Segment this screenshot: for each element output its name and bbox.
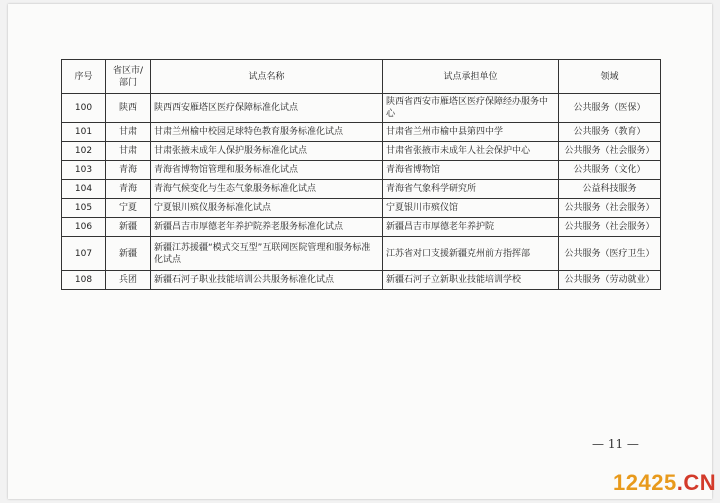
table-row bbox=[62, 237, 661, 271]
cell-province: 陕西 bbox=[106, 94, 151, 123]
cell-name: 青海省博物馆管理和服务标准化试点 bbox=[151, 161, 383, 180]
cell-unit: 江苏省对口支援新疆克州前方指挥部 bbox=[383, 237, 559, 271]
cell-field: 公共服务（社会服务） bbox=[559, 199, 661, 218]
cell-unit: 甘肃省兰州市榆中县第四中学 bbox=[383, 123, 559, 142]
table-row bbox=[62, 123, 661, 142]
watermark-main: 12425 bbox=[613, 470, 677, 495]
cell-name: 宁夏银川殡仪服务标准化试点 bbox=[151, 199, 383, 218]
cell-seq: 104 bbox=[62, 180, 106, 199]
table-row bbox=[62, 199, 661, 218]
cell-name: 青海气候变化与生态气象服务标准化试点 bbox=[151, 180, 383, 199]
cell-name: 甘肃兰州榆中校园足球特色教育服务标准化试点 bbox=[151, 123, 383, 142]
cell-unit: 青海省气象科学研究所 bbox=[383, 180, 559, 199]
header-unit: 试点承担单位 bbox=[383, 60, 559, 94]
cell-name: 陕西西安雁塔区医疗保障标准化试点 bbox=[151, 94, 383, 123]
cell-field: 公共服务（社会服务） bbox=[559, 142, 661, 161]
cell-seq: 102 bbox=[62, 142, 106, 161]
cell-province: 甘肃 bbox=[106, 123, 151, 142]
cell-unit: 青海省博物馆 bbox=[383, 161, 559, 180]
header-name: 试点名称 bbox=[151, 60, 383, 94]
cell-seq: 100 bbox=[62, 94, 106, 123]
cell-province: 兵团 bbox=[106, 271, 151, 290]
cell-seq: 105 bbox=[62, 199, 106, 218]
table-row bbox=[62, 180, 661, 199]
header-province: 省区市/部门 bbox=[106, 60, 151, 94]
cell-seq: 101 bbox=[62, 123, 106, 142]
cell-province: 甘肃 bbox=[106, 142, 151, 161]
cell-seq: 103 bbox=[62, 161, 106, 180]
cell-name: 新疆江苏援疆“模式交互型”互联网医院管理和服务标准化试点 bbox=[151, 237, 383, 271]
cell-name: 甘肃张掖未成年人保护服务标准化试点 bbox=[151, 142, 383, 161]
table-row bbox=[62, 218, 661, 237]
cell-field: 公益科技服务 bbox=[559, 180, 661, 199]
cell-province: 新疆 bbox=[106, 218, 151, 237]
cell-unit: 宁夏银川市殡仪馆 bbox=[383, 199, 559, 218]
cell-name: 新疆石河子职业技能培训公共服务标准化试点 bbox=[151, 271, 383, 290]
cell-unit: 新疆昌吉市厚德老年养护院 bbox=[383, 218, 559, 237]
cell-seq: 108 bbox=[62, 271, 106, 290]
cell-seq: 107 bbox=[62, 237, 106, 271]
cell-province: 宁夏 bbox=[106, 199, 151, 218]
table-row bbox=[62, 94, 661, 123]
cell-unit: 甘肃省张掖市未成年人社会保护中心 bbox=[383, 142, 559, 161]
table-header-row bbox=[62, 60, 661, 94]
watermark-dot: . bbox=[676, 470, 684, 495]
table-row bbox=[62, 161, 661, 180]
pilot-table bbox=[61, 59, 661, 290]
cell-province: 青海 bbox=[106, 161, 151, 180]
cell-field: 公共服务（劳动就业） bbox=[559, 271, 661, 290]
header-field: 领域 bbox=[559, 60, 661, 94]
cell-seq: 106 bbox=[62, 218, 106, 237]
cell-unit: 陕西省西安市雁塔区医疗保障经办服务中心 bbox=[383, 94, 559, 123]
table-row bbox=[62, 142, 661, 161]
cell-name: 新疆昌吉市厚德老年养护院养老服务标准化试点 bbox=[151, 218, 383, 237]
page-number: — 11 — bbox=[592, 437, 639, 451]
cell-field: 公共服务（社会服务） bbox=[559, 218, 661, 237]
header-seq: 序号 bbox=[62, 60, 106, 94]
cell-province: 新疆 bbox=[106, 237, 151, 271]
cell-province: 青海 bbox=[106, 180, 151, 199]
table-row bbox=[62, 271, 661, 290]
cell-unit: 新疆石河子立新职业技能培训学校 bbox=[383, 271, 559, 290]
cell-field: 公共服务（医保） bbox=[559, 94, 661, 123]
site-watermark bbox=[613, 470, 716, 496]
cell-field: 公共服务（文化） bbox=[559, 161, 661, 180]
watermark-tld: CN bbox=[683, 470, 717, 495]
cell-field: 公共服务（教育） bbox=[559, 123, 661, 142]
cell-field: 公共服务（医疗卫生） bbox=[559, 237, 661, 271]
